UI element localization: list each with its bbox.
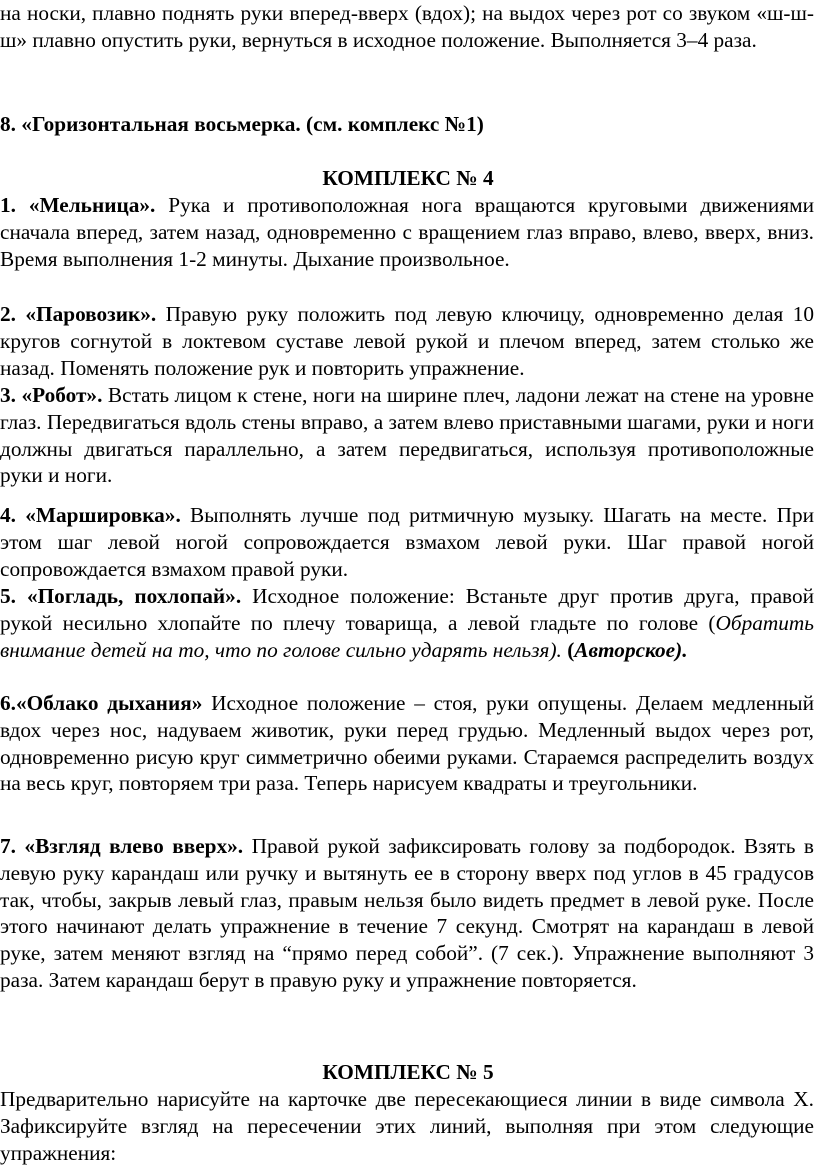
item-title: 2. «Паровозик». [0,302,157,326]
intro-paragraph [0,0,814,54]
complex-4-item-7 [0,833,814,994]
item-text: Исходное положение – стоя, руки опущены. Делаем медленный вдох через нос, надуваем животик, руки перед грудью. Медленный выдох через рот, одновременно рисую круг симметрично обеими руками. Стараемся распределить воздух на весь круг, повторяем три раза. Теперь нарисуем квадраты и треугольники. [0,691,814,796]
complex-4-heading: КОМПЛЕКС № 4 [322,166,494,190]
complex-4-item-5 [0,583,814,663]
item-title: 3. «Робот». [0,383,103,407]
complex-5-text: Предварительно нарисуйте на карточке две пересекающиеся линии в виде символа Х. Зафиксируйте взгляд на пересечении этих линий, выполняя при этом следующие упражнения: [0,1087,814,1165]
item-italic-note: Обратить внимание детей на то, что по голове сильно ударять нельзя). [0,610,814,662]
item-text: Правой рукой зафиксировать голову за подбородок. Взять в левую руку карандаш или ручку и вытянуть ее в сторону вверх под углов в 45 градусов так, чтобы, закрыв левый глаз, правым нельзя было видеть предмет в левой руке. После этого начинают делать упражнение в течение 7 секунд. Смотрят на карандаш в левой руке, затем меняют взгляд на “прямо перед собой”. (7 сек.). Упражнение выполняют 3 раза. Затем карандаш берут в правую руку и упражнение повторяется. [0,834,814,992]
item-text: Встать лицом к стене, ноги на ширине плеч, ладони лежат на стене на уровне глаз. Передвигаться вдоль стены вправо, а затем влево приставными шагами, руки и ноги должны двигаться параллельно, а затем передвигаться, используя противоположные руки и ноги. [0,383,815,488]
item-bold-pre: ( [561,637,575,662]
item-text: Рука и противоположная нога вращаются круговыми движениями сначала вперед, затем назад, одновременно с вращением глаз вправо, влево, вверх, вниз. Время выполнения 1-2 минуты. Дыхание произвольное. [0,193,814,271]
item-title: 6.«Облако дыхания» [0,691,203,715]
complex-4-item-2 [0,301,814,381]
item-8-title: 8. «Горизонтальная восьмерка. (см. комплекс №1) [0,112,484,136]
item-title: 7. «Взгляд влево вверх». [0,834,244,858]
item-text: Выполнять лучше под ритмичную музыку. Шагать на месте. При этом шаг левой ногой сопровождается взмахом левой руки. Шаг правой ногой сопровождается взмахом правой руки. [0,503,814,581]
complex-5-intro [0,1086,814,1166]
item-title: 5. «Погладь, похлопай». [0,584,242,608]
item-author-note: Авторское). [574,637,688,662]
complex-4-item-4 [0,502,814,582]
complex-4-item-1 [0,192,814,272]
complex-5-heading: КОМПЛЕКС № 5 [322,1060,494,1084]
complex-4-item-6 [0,690,814,797]
item-title: 1. «Мельница». [0,193,156,217]
item-text: Правую руку положить под левую ключицу, одновременно делая 10 кругов согнутой в локтевом суставе левой рукой и плечом вперед, затем столько же назад. Поменять положение рук и повторить упражнение. [0,302,814,380]
item-title: 4. «Маршировка». [0,503,181,527]
complex-4-item-3 [0,382,814,489]
intro-text: на носки, плавно поднять руки вперед-вверх (вдох); на выдох через рот со звуком «ш-ш-ш» плавно опустить руки, вернуться в исходное положение. Выполняется 3–4 раза. [0,1,814,52]
item-text: Исходное положение: Встаньте друг против друга, правой рукой несильно хлопайте по плечу товарища, а левой гладьте по голове ( [0,584,814,635]
